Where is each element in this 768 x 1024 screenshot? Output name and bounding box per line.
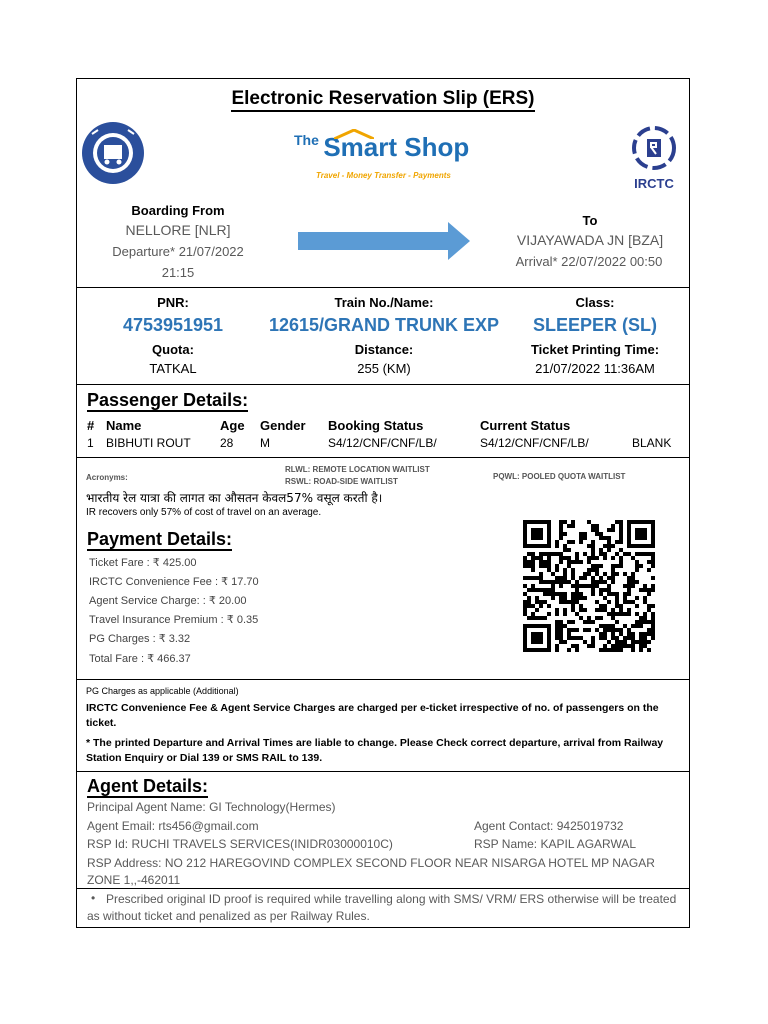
fare-line-pg: PG Charges : ₹ 3.32: [89, 633, 191, 645]
rsp-id: RSP Id: RUCHI TRAVELS SERVICES(INIDR03000010C): [87, 837, 393, 851]
col-age-header: Age: [220, 418, 245, 433]
passenger-name: BIBHUTI ROUT: [106, 436, 191, 450]
quota-label: Quota:: [152, 342, 194, 357]
divider: [76, 457, 690, 458]
departure-date: Departure* 21/07/2022: [112, 244, 244, 259]
boarding-from-label: Boarding From: [131, 203, 225, 218]
id-proof-note: Prescribed original ID proof is required while travelling along with SMS/ VRM/ ERS otherwise will be treated as without ticket and penalized as per Railway Rules.: [87, 892, 677, 923]
pnr-label: PNR:: [157, 295, 189, 310]
divider: [76, 888, 690, 889]
col-booking-status-header: Booking Status: [328, 418, 424, 433]
col-name-header: Name: [106, 418, 142, 433]
arrival-datetime: Arrival* 22/07/2022 00:50: [515, 254, 663, 269]
train-label: Train No./Name:: [334, 295, 434, 310]
passenger-details-heading: Passenger Details:: [87, 390, 249, 410]
acronym-rlwl: RLWL: REMOTE LOCATION WAITLIST: [285, 465, 430, 474]
divider: [76, 384, 690, 385]
irctc-logo-icon: [626, 124, 682, 174]
divider: [76, 287, 690, 288]
pg-charges-note: PG Charges as applicable (Additional): [86, 686, 239, 696]
qr-code: [522, 518, 656, 654]
indian-railways-logo: [80, 120, 146, 186]
passenger-current-status: S4/12/CNF/CNF/LB/: [480, 436, 589, 450]
smart-shop-logo: The Smart Shop: [294, 132, 469, 163]
fare-line-agent-service: Agent Service Charge: : ₹ 20.00: [89, 595, 247, 607]
from-station: NELLORE [NLR]: [125, 222, 231, 238]
to-label: To: [582, 213, 598, 228]
class-label: Class:: [575, 295, 615, 310]
pnr-value: 4753951951: [122, 315, 224, 335]
class-value: SLEEPER (SL): [532, 315, 657, 335]
col-gender-header: Gender: [260, 418, 306, 433]
passenger-gender: M: [260, 436, 270, 450]
house-roof-icon: [334, 126, 374, 136]
fare-line-convenience: IRCTC Convenience Fee : ₹ 17.70: [89, 576, 259, 588]
rsp-address: RSP Address: NO 212 HAREGOVIND COMPLEX SECOND FLOOR NEAR NISARGA HOTEL MP NAGAR ZONE 1,,-462011: [87, 856, 655, 887]
smart-shop-tagline: Travel - Money Transfer - Payments: [316, 171, 451, 180]
quota-value: TATKAL: [149, 361, 197, 376]
payment-details-heading: Payment Details:: [87, 529, 233, 549]
divider: [76, 771, 690, 772]
print-time-value: 21/07/2022 11:36AM: [535, 361, 655, 376]
cost-note-english: IR recovers only 57% of cost of travel on an average.: [86, 507, 322, 518]
page-title: Electronic Reservation Slip (ERS): [76, 88, 690, 110]
cost-note-hindi: भारतीय रेल यात्रा की लागत का औसतन केवल57% वसूल करती है।: [86, 491, 383, 505]
col-current-status-header: Current Status: [480, 418, 571, 433]
departure-time: 21:15: [161, 265, 195, 280]
acronym-rswl: RSWL: ROAD-SIDE WAITLIST: [285, 477, 398, 486]
timing-change-note: * The printed Departure and Arrival Times are liable to change. Please Check correct departure, arrival from Railway Station Enquiry or Dial 139 or SMS RAIL to 139.: [86, 737, 664, 764]
fare-line-ticket: Ticket Fare : ₹ 425.00: [89, 557, 197, 569]
fare-line-insurance: Travel Insurance Premium : ₹ 0.35: [89, 614, 259, 626]
agent-contact: Agent Contact: 9425019732: [474, 819, 624, 833]
convenience-fee-note: IRCTC Convenience Fee & Agent Service Charges are charged per e-ticket irrespective of no. of passengers on the ticket.: [86, 702, 659, 729]
fare-line-total: Total Fare : ₹ 466.37: [89, 653, 191, 665]
agent-details-heading: Agent Details:: [87, 776, 209, 796]
rsp-name: RSP Name: KAPIL AGARWAL: [474, 837, 637, 851]
print-time-label: Ticket Printing Time:: [530, 342, 660, 357]
distance-label: Distance:: [354, 342, 414, 357]
bullet-icon: •: [91, 891, 96, 905]
irctc-label: IRCTC: [634, 176, 674, 191]
passenger-age: 28: [220, 436, 234, 450]
passenger-booking-status: S4/12/CNF/CNF/LB/: [328, 436, 437, 450]
journey-arrow-icon: [298, 222, 470, 260]
passenger-extra: BLANK: [632, 436, 672, 450]
to-station: VIJAYAWADA JN [BZA]: [516, 232, 664, 248]
col-no-header: #: [87, 418, 95, 433]
train-value: 12615/GRAND TRUNK EXP: [268, 315, 500, 335]
acronym-pqwl: PQWL: POOLED QUOTA WAITLIST: [493, 472, 626, 481]
passenger-no: 1: [87, 436, 94, 450]
acronyms-label: Acronyms:: [86, 473, 128, 482]
distance-value: 255 (KM): [357, 361, 411, 376]
divider: [76, 679, 690, 680]
agent-email: Agent Email: rts456@gmail.com: [87, 819, 259, 833]
principal-agent-name: Principal Agent Name: GI Technology(Hermes): [87, 800, 336, 814]
